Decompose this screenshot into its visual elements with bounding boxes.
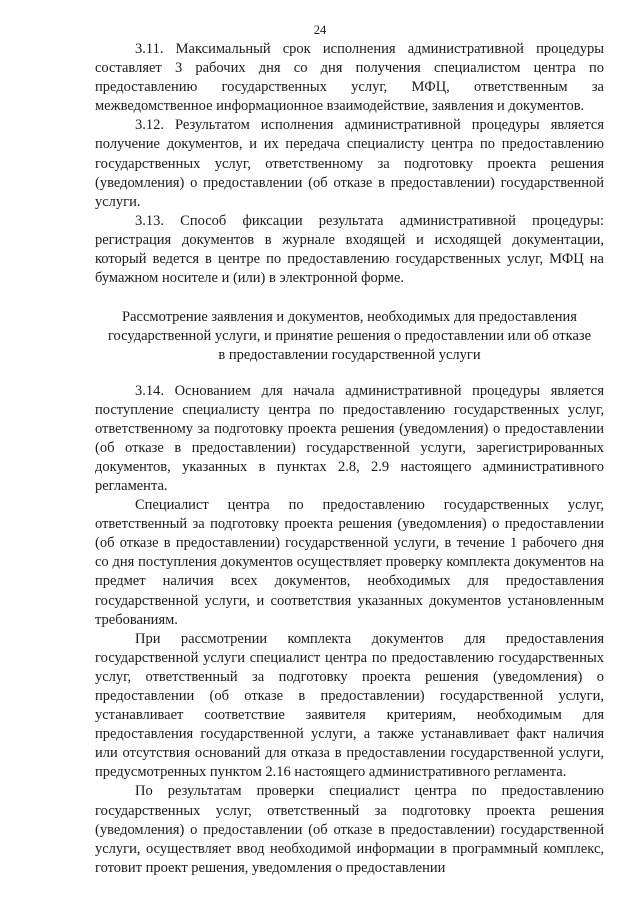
paragraph-specialist-check: Специалист центра по предоставлению государственных услуг, ответственный за подготовку проекта решения (уведомления) о предоставлении (об отказе в предоставлении) государственной услуги, в течение 1 рабочего дня со дня поступления документов осуществляет проверку комплекта документов на предмет наличия всех документов, необходимых для предоставления государственной услуги, и соответствия указанных документов установленным требованиям. [95, 497, 604, 628]
paragraph-results: По результатам проверки специалист центра по предоставлению государственных услуг, ответственный за подготовку проекта решения (уведомления) о предоставлении (об отказе в предоставлении) государственной услуги, осуществляет ввод необходимой информации в программный комплекс, готовит проект решения, уведомления о предоставлении [95, 783, 604, 876]
paragraph-3-13: 3.13. Способ фиксации результата административной процедуры: регистрация документов в журнале входящей и исходящей документации, который ведется в центре по предоставлению государственных услуг, МФЦ на бумажном носителе и (или) в электронной форме. [95, 212, 604, 287]
section-heading-line: государственной услуги, и принятие решения о предоставлении или об отказе [107, 328, 592, 345]
section-heading-line: Рассмотрение заявления и документов, необходимых для предоставления [122, 309, 577, 326]
section-heading [95, 308, 604, 365]
page-number: 24 [313, 23, 327, 37]
paragraph-3-12: 3.12. Результатом исполнения административной процедуры является получение документов, и их передача специалисту центра по предоставлению государственных услуг, ответственному за подготовку проекта решения (уведомления) о предоставлении (об отказе в предоставлении) государственной услуги. [95, 117, 604, 210]
document-body [95, 40, 604, 878]
paragraph-review: При рассмотрении комплекта документов для предоставления государственной услуги специалист центра по предоставлению государственных услуг, ответственный за подготовку проекта решения (уведомления) о предоставлении (об отказе в предоставлении) государственной услуги, устанавливает соответствие заявителя критериям, необходимым для предоставления государственной услуги, а также устанавливает факт наличия или отсутствия оснований для отказа в предоставлении государственной услуги, предусмотренных пунктом 2.16 настоящего административного регламента. [95, 630, 604, 781]
paragraph-3-14: 3.14. Основанием для начала административной процедуры является поступление специалисту центра по предоставлению государственных услуг, ответственному за подготовку проекта решения (уведомления) о предоставлении (об отказе в предоставлении) государственной услуги, зарегистрированных документов, указанных в пунктах 2.8, 2.9 настоящего административного регламента. [95, 382, 604, 494]
section-heading-line: в предоставлении государственной услуги [218, 347, 481, 364]
paragraph-3-11: 3.11. Максимальный срок исполнения административной процедуры составляет 3 рабочих дня со дня получения специалистом центра по предоставлению государственных услуг, МФЦ, ответственным за межведомственное информационное взаимодействие, заявления и документов. [95, 41, 604, 115]
